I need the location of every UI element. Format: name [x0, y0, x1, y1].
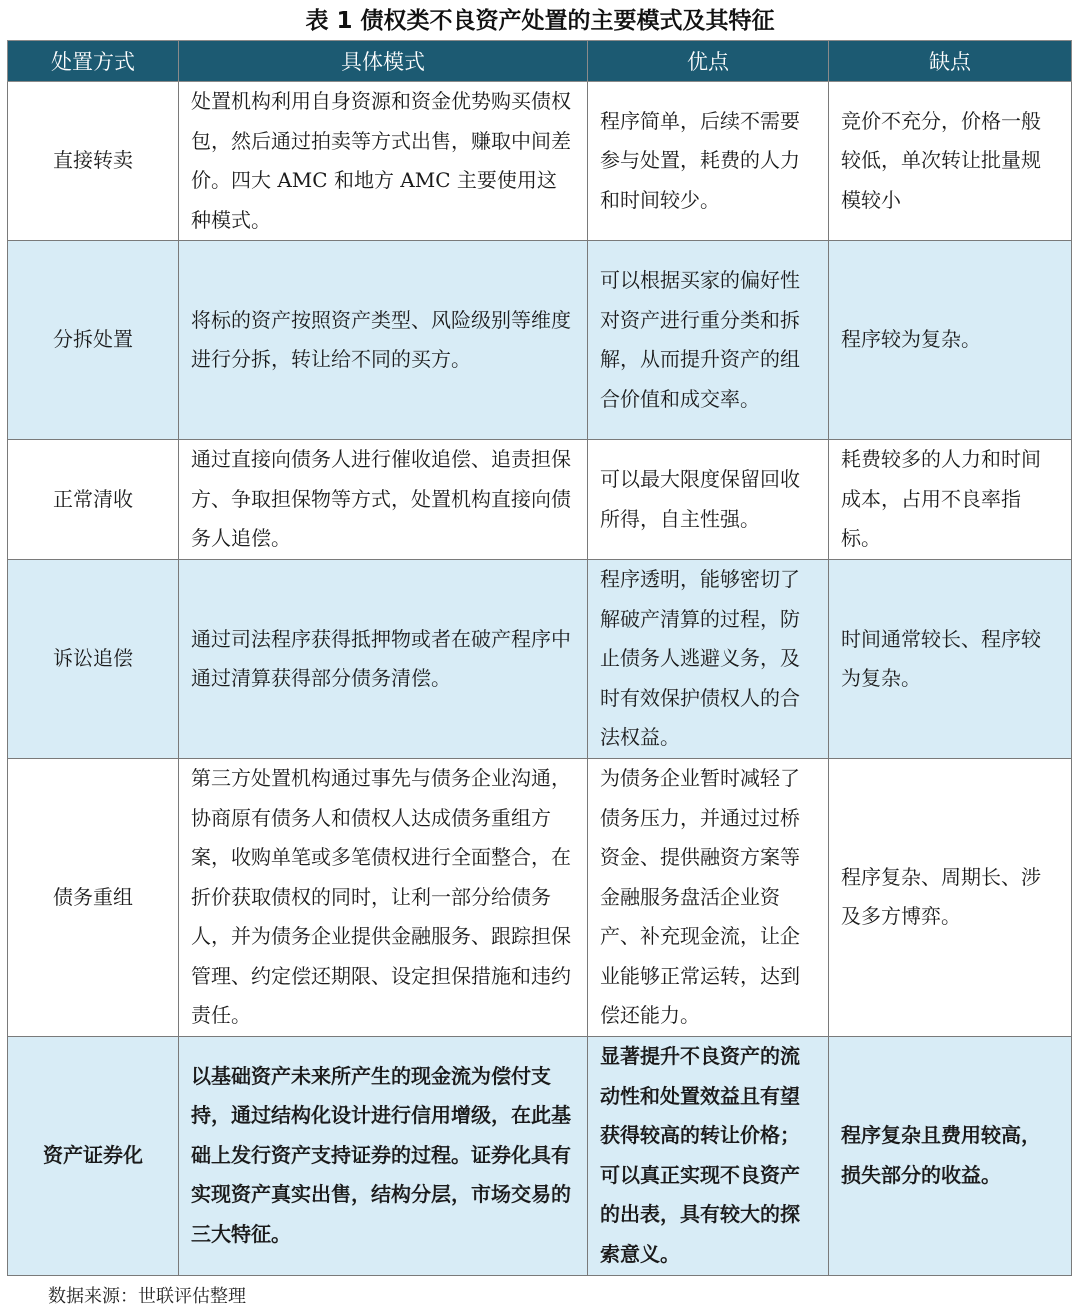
cell-cons: 程序较为复杂。: [829, 241, 1072, 440]
data-source-note: 数据来源：世联评估整理: [48, 1286, 246, 1307]
cell-cons: 时间通常较长、程序较为复杂。: [829, 560, 1072, 759]
cell-pros: 显著提升不良资产的流动性和处置效益且有望获得较高的转让价格；可以真正实现不良资产的出表，具有较大的探索意义。: [588, 1036, 829, 1275]
cell-pros: 可以最大限度保留回收所得，自主性强。: [588, 440, 829, 560]
header-method: 处置方式: [8, 41, 179, 82]
table-row: [8, 241, 1072, 440]
cell-cons: 程序复杂且费用较高，损失部分的收益。: [829, 1036, 1072, 1275]
table-row: [8, 440, 1072, 560]
cell-pros: 程序透明，能够密切了解破产清算的过程，防止债务人逃避义务，及时有效保护债权人的合法权益。: [588, 560, 829, 759]
cell-pros: 可以根据买家的偏好性对资产进行重分类和拆解，从而提升资产的组合价值和成交率。: [588, 241, 829, 440]
header-mode: 具体模式: [179, 41, 588, 82]
cell-pros: 为债务企业暂时减轻了债务压力，并通过过桥资金、提供融资方案等金融服务盘活企业资产、补充现金流，让企业能够正常运转，达到偿还能力。: [588, 759, 829, 1037]
table-row: [8, 759, 1072, 1037]
cell-pros: 程序简单，后续不需要参与处置，耗费的人力和时间较少。: [588, 82, 829, 241]
disposal-modes-table: [7, 40, 1072, 1276]
cell-mode: 将标的资产按照资产类型、风险级别等维度进行分拆，转让给不同的买方。: [179, 241, 588, 440]
cell-method: 分拆处置: [8, 241, 179, 440]
header-pros: 优点: [588, 41, 829, 82]
cell-cons: 竞价不充分，价格一般较低，单次转让批量规模较小: [829, 82, 1072, 241]
cell-method: 诉讼追偿: [8, 560, 179, 759]
cell-mode: 第三方处置机构通过事先与债务企业沟通，协商原有债务人和债权人达成债务重组方案，收购单笔或多笔债权进行全面整合，在折价获取债权的同时，让利一部分给债务人，并为债务企业提供金融服务、跟踪担保管理、约定偿还期限、设定担保措施和违约责任。: [179, 759, 588, 1037]
table-row: [8, 560, 1072, 759]
cell-mode: 处置机构利用自身资源和资金优势购买债权包，然后通过拍卖等方式出售，赚取中间差价。四大 AMC 和地方 AMC 主要使用这种模式。: [179, 82, 588, 241]
cell-method: 资产证券化: [8, 1036, 179, 1275]
cell-method: 直接转卖: [8, 82, 179, 241]
cell-mode: 通过司法程序获得抵押物或者在破产程序中通过清算获得部分债务清偿。: [179, 560, 588, 759]
cell-method: 债务重组: [8, 759, 179, 1037]
header-cons: 缺点: [829, 41, 1072, 82]
cell-method: 正常清收: [8, 440, 179, 560]
cell-cons: 耗费较多的人力和时间成本，占用不良率指标。: [829, 440, 1072, 560]
header-row: [8, 41, 1072, 82]
cell-cons: 程序复杂、周期长、涉及多方博弈。: [829, 759, 1072, 1037]
table-title: 表 1 债权类不良资产处置的主要模式及其特征: [305, 8, 775, 34]
table-row: [8, 1036, 1072, 1275]
table-row: [8, 82, 1072, 241]
cell-mode: 通过直接向债务人进行催收追偿、追责担保方、争取担保物等方式，处置机构直接向债务人追偿。: [179, 440, 588, 560]
cell-mode: 以基础资产未来所产生的现金流为偿付支持，通过结构化设计进行信用增级，在此基础上发行资产支持证券的过程。证券化具有实现资产真实出售，结构分层，市场交易的三大特征。: [179, 1036, 588, 1275]
